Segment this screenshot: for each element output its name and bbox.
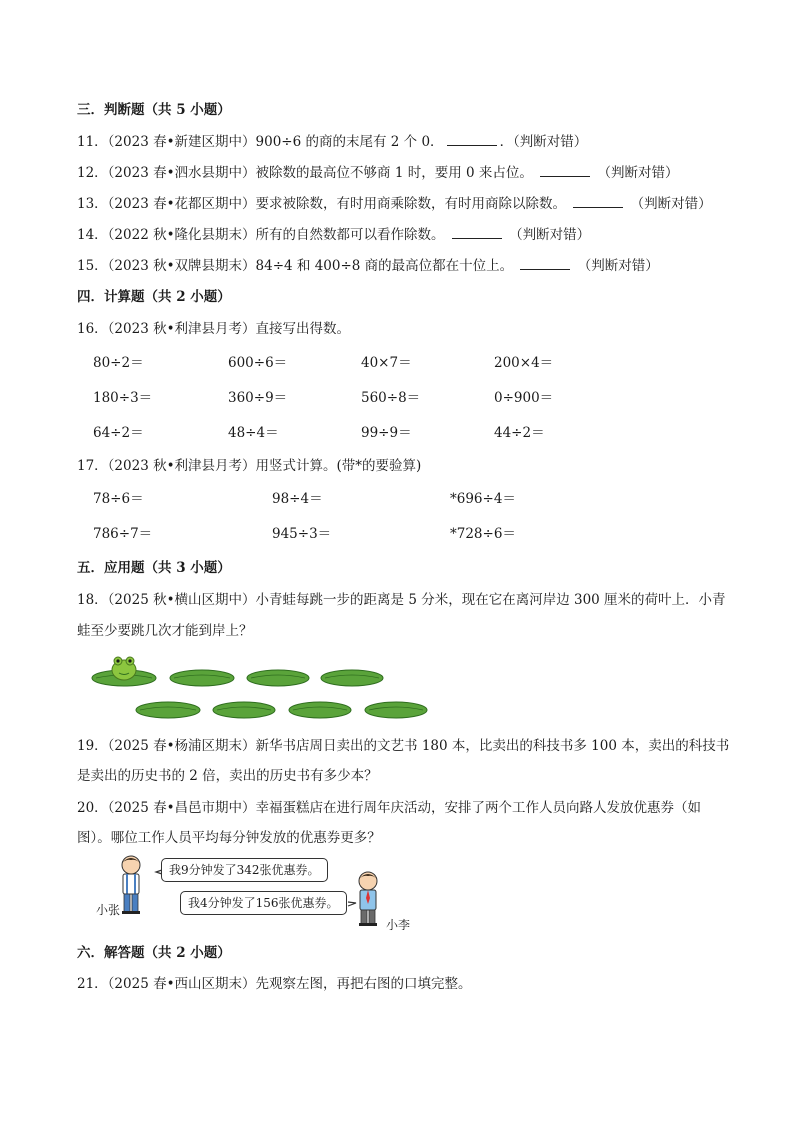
calc-item: 80÷2＝ bbox=[93, 355, 144, 371]
question-13-suffix: （判断对错） bbox=[630, 196, 712, 212]
calc-item: 48÷4＝ bbox=[228, 425, 279, 441]
question-11 bbox=[77, 133, 587, 151]
calc-item: 600÷6＝ bbox=[228, 355, 288, 371]
coupon-workers-illustration bbox=[96, 852, 416, 934]
lily-pad-icon bbox=[213, 702, 275, 718]
question-12 bbox=[77, 164, 678, 182]
calc-item: 945÷3＝ bbox=[272, 526, 332, 542]
bubble-tail bbox=[348, 902, 356, 906]
name-label-xiaozhang: 小张 bbox=[96, 903, 121, 917]
answer-blank-15[interactable] bbox=[520, 257, 570, 270]
question-11-text: 11．（2023 春•新建区期中）900÷6 的商的末尾有 2 个 0． bbox=[77, 134, 444, 150]
question-13 bbox=[77, 195, 712, 213]
speech-bubble-xiaozhang: 我9分钟发了342张优惠券。 bbox=[161, 858, 328, 882]
boy-xiaoli-icon bbox=[359, 872, 377, 926]
section-3-heading: 三．判断题（共 5 小题） bbox=[77, 102, 231, 118]
calc-item: 560÷8＝ bbox=[361, 390, 421, 406]
section-5-heading: 五．应用题（共 3 小题） bbox=[77, 560, 231, 576]
section-6-heading: 六．解答题（共 2 小题） bbox=[77, 945, 231, 961]
question-18-line-1: 18．（2025 秋•横山区期中）小青蛙每跳一步的距离是 5 分米，现在它在离河岸边 300 厘米的荷叶上．小青 bbox=[77, 592, 726, 608]
lily-pad-icon bbox=[289, 702, 351, 718]
question-21: 21．（2025 春•西山区期末）先观察左图，再把右图的口填完整。 bbox=[77, 976, 472, 992]
question-14-text: 14．（2022 秋•隆化县期末）所有的自然数都可以看作除数。 bbox=[77, 227, 445, 243]
lily-pad-icon bbox=[136, 702, 200, 718]
answer-blank-13[interactable] bbox=[573, 195, 623, 208]
question-15-text: 15．（2023 秋•双牌县期末）84÷4 和 400÷8 商的最高位都在十位上。 bbox=[77, 258, 514, 274]
lily-pad-icon bbox=[321, 670, 383, 686]
question-20-line-2: 图）。哪位工作人员平均每分钟发放的优惠券更多？ bbox=[77, 830, 381, 846]
question-18-line-2: 蛙至少要跳几次才能到岸上？ bbox=[77, 623, 253, 639]
lily-pads-svg bbox=[88, 650, 438, 722]
calc-item: 40×7＝ bbox=[361, 355, 412, 371]
question-20-line-1: 20．（2025 春•昌邑市期中）幸福蛋糕店在进行周年庆活动，安排了两个工作人员向路人发放优惠券（如 bbox=[77, 800, 702, 816]
calc-item: *696÷4＝ bbox=[450, 491, 516, 507]
question-15 bbox=[77, 257, 659, 275]
question-14 bbox=[77, 226, 590, 244]
question-19-line-1: 19．（2025 春•杨浦区期末）新华书店周日卖出的文艺书 180 本，比卖出的科技书多 100 本，卖出的科技书 bbox=[77, 738, 730, 754]
lily-pad-icon bbox=[247, 670, 309, 686]
question-15-suffix: （判断对错） bbox=[577, 258, 659, 274]
question-16: 16．（2023 秋•利津县月考）直接写出得数。 bbox=[77, 321, 351, 337]
calc-item: 78÷6＝ bbox=[93, 491, 144, 507]
lily-pad-icon bbox=[365, 702, 427, 718]
calc-item: 44÷2＝ bbox=[494, 425, 545, 441]
answer-blank-14[interactable] bbox=[452, 226, 502, 239]
lily-pads-illustration bbox=[88, 650, 438, 722]
question-11-suffix: ．（判断对错） bbox=[499, 134, 588, 150]
speech-bubble-xiaoli: 我4分钟发了156张优惠券。 bbox=[180, 891, 347, 915]
calc-item: 786÷7＝ bbox=[93, 526, 153, 542]
question-12-text: 12．（2023 春•泗水县期中）被除数的最高位不够商 1 时，要用 0 来占位。 bbox=[77, 165, 533, 181]
lily-pad-icon bbox=[170, 670, 234, 686]
answer-blank-12[interactable] bbox=[540, 164, 590, 177]
calc-item: 64÷2＝ bbox=[93, 425, 144, 441]
boy-xiaozhang-icon bbox=[122, 856, 140, 914]
calc-item: 0÷900＝ bbox=[494, 390, 554, 406]
calc-item: 98÷4＝ bbox=[272, 491, 323, 507]
question-19-line-2: 是卖出的历史书的 2 倍，卖出的历史书有多少本？ bbox=[77, 768, 378, 784]
question-13-text: 13．（2023 春•花都区期中）要求被除数，有时用商乘除数，有时用商除以除数。 bbox=[77, 196, 567, 212]
calc-item: 99÷9＝ bbox=[361, 425, 412, 441]
question-17: 17．（2023 秋•利津县月考）用竖式计算。(带*的要验算) bbox=[77, 458, 422, 474]
section-4-heading: 四．计算题（共 2 小题） bbox=[77, 289, 231, 305]
calc-item: 200×4＝ bbox=[494, 355, 554, 371]
frog-icon bbox=[112, 657, 136, 680]
name-label-xiaoli: 小李 bbox=[386, 918, 411, 932]
calc-item: 360÷9＝ bbox=[228, 390, 288, 406]
question-12-suffix: （判断对错） bbox=[597, 165, 679, 181]
answer-blank-11[interactable] bbox=[447, 133, 497, 146]
question-14-suffix: （判断对错） bbox=[509, 227, 591, 243]
calc-item: *728÷6＝ bbox=[450, 526, 516, 542]
calc-item: 180÷3＝ bbox=[93, 390, 153, 406]
